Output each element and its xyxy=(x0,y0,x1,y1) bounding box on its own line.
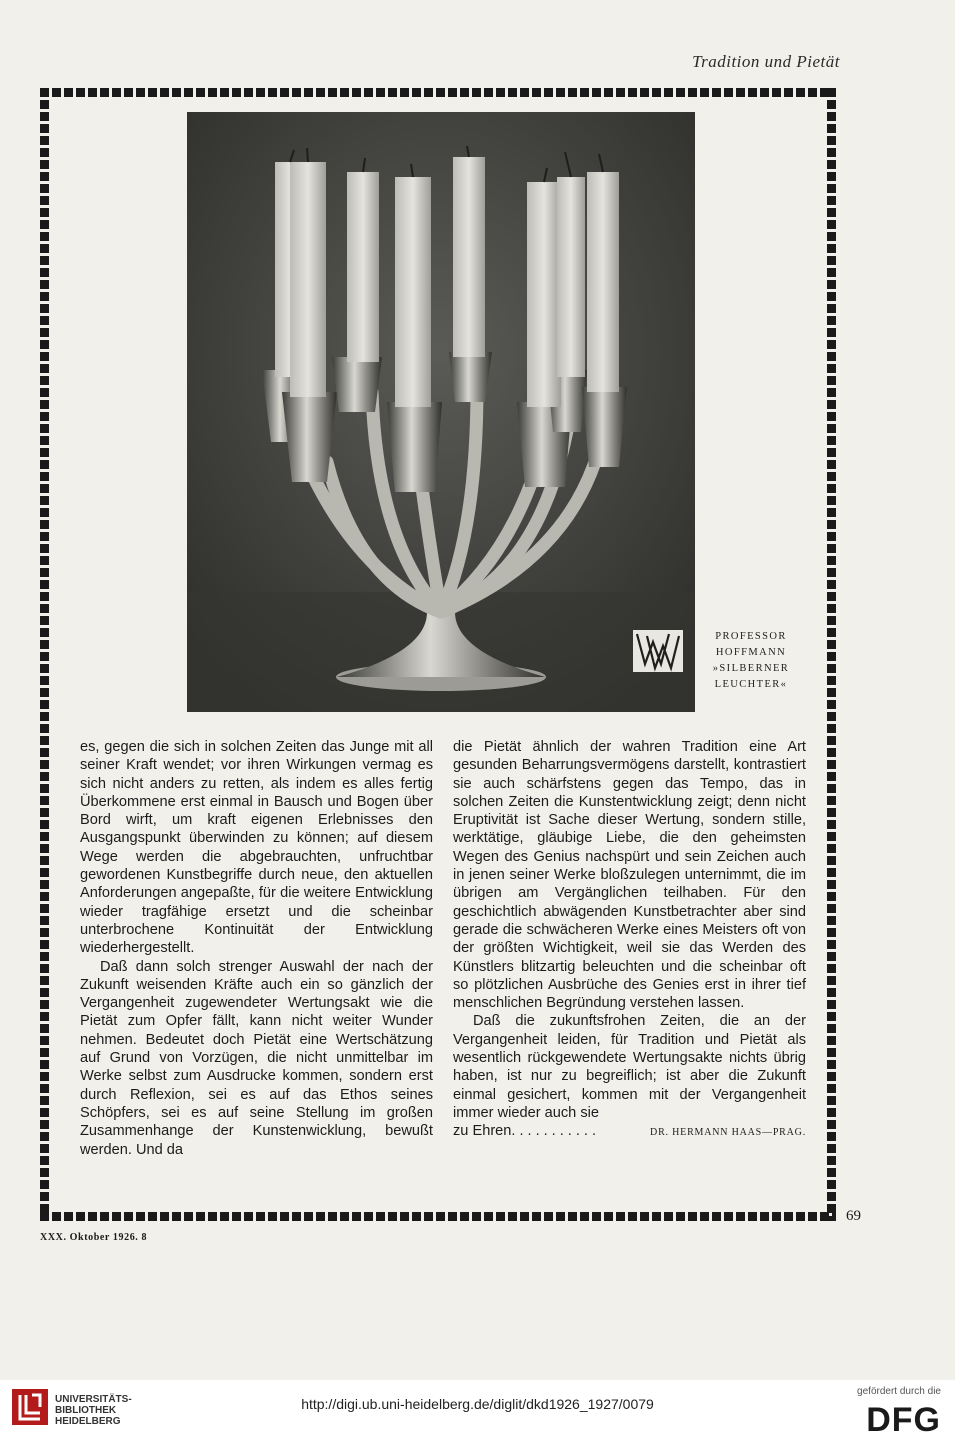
source-url-link[interactable]: http://digi.ub.uni-heidelberg.de/diglit/dkd1926_1927/0079 xyxy=(301,1396,654,1412)
author-byline: DR. HERMANN HAAS—PRAG. xyxy=(650,1127,806,1139)
article-column-left xyxy=(80,738,433,1159)
paragraph: es, gegen die sich in solchen Zeiten das Junge mit all seiner Kraft wendet; vor ihren Wirkungen vermag es sich nicht anders zu retten, als indem es alles fertig Überkommene erst einmal in Bausch und Bogen über Bord wirft, um kraft eigenen Erlebnisses den Ausgangspunkt überwinden zu können; auf diesem Wege werden die abgebrauchten, unfruchtbar gewordenen Kunstbegriffe durch neue, den aktuellen Anforderungen angepaßte, für die weitere Entwicklung wieder tragfähige ersetzt und die scheinbar unterbrochene Kontinuität der Entwicklung wiederhergestellt. xyxy=(80,739,433,957)
caption-line: HOFFMANN xyxy=(715,647,787,658)
article-column-right xyxy=(453,738,806,1143)
caption-line: LEUCHTER« xyxy=(714,679,788,690)
dfg-logo: DFG xyxy=(866,1401,941,1439)
decorative-border-top xyxy=(40,88,836,97)
library-name-line: UNIVERSITÄTS- xyxy=(55,1394,132,1405)
figure-caption xyxy=(705,629,797,693)
paragraph: Daß dann solch strenger Auswahl der nach der Zukunft weisenden Kräfte auch ein so gänzlich der Vergangenheit zugewendeter Wertungsakt wie die Pietät zum Opfer fällt, kann nicht weiter Wunder nehmen. Bedeutet doch Pietät eine Wertschätzung auf Grund von Vorzügen, die nicht unmittelbar im Werke selbst zum Ausdrucke kommen, sondern erst durch Reflexion, sei es auf das Ethos seines Schöpfers, sei es auf seine Stellung im großen Zusammenhange der Kunstenwicklung, bewußt werden. Und da xyxy=(80,958,433,1158)
decorative-border-right xyxy=(827,88,836,1221)
wiener-werkstaette-monogram xyxy=(633,630,683,672)
library-name-line: BIBLIOTHEK xyxy=(55,1405,117,1416)
paragraph: Daß die zukunftsfrohen Zeiten, die an der Vergangenheit leiden, für Tradition und Pietät als wesentlich rückgewendete Wertungsakte nichts übrig haben, ist nur zu begreiflich; ist aber die Zukunft einmal gesichert, kommen mit der Vergangenheit immer wieder auch sie xyxy=(453,1013,806,1121)
paragraph: die Pietät ähnlich der wahren Tradition eine Art gesunden Beharrungsvermögens darstellt, kontrastiert sie auch schärfstens gegen das Tempo, das in solchen Zeiten die Kunstentwicklung zeigt; denn nicht Eruptivität ist Sache dieser Wertung, sondern stille, werktätige, gläubige Liebe, die den geheimsten Wegen des Genius nachspürt und sein Zeichen auch in jenen seiner Werke bloßzulegen unternimmt, die im übrigen am Vergänglichen teilhaben. Für den geschichtlich abwägenden Kunstbetrachter aber sind gerade die schwächeren Werke eines Meisters oft von der größten Wichtigkeit, weil sie das Werden des Künstlers blitzartig beleuchten und die scheinbar oft so plötzlichen Ausbrüche des Genies erst in ihrer tief menschlichen Begründung verstehen lassen. xyxy=(453,739,806,1012)
candelabrum-photo xyxy=(187,112,695,712)
caption-line: »SILBERNER xyxy=(712,663,790,674)
decorative-border-bottom xyxy=(40,1212,836,1221)
candelabrum-illustration xyxy=(187,112,695,712)
issue-footnote: XXX. Oktober 1926. 8 xyxy=(40,1232,148,1243)
running-title: Tradition und Pietät xyxy=(692,52,840,71)
page-number: 69 xyxy=(846,1208,861,1224)
funding-label: gefördert durch die xyxy=(857,1386,941,1397)
signature-line xyxy=(453,1122,806,1142)
digitization-footer xyxy=(0,1380,955,1447)
library-name-line: HEIDELBERG xyxy=(55,1416,121,1427)
caption-line: PROFESSOR xyxy=(715,631,787,642)
leader-dots: .......... xyxy=(519,1123,601,1140)
closing-words: zu Ehren. xyxy=(453,1123,516,1140)
decorative-border-left xyxy=(40,88,49,1221)
